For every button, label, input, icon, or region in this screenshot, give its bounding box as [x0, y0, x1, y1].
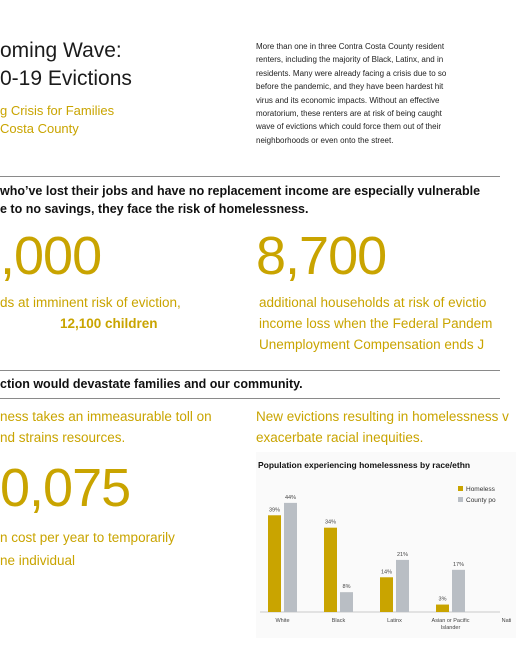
bar-homeless [436, 605, 449, 612]
intro-line: residents. Many were already facing a crisis due to so [256, 68, 447, 78]
data-label: 21% [396, 551, 409, 558]
cost-caption-2: ne individual [0, 553, 76, 568]
title-line-1: oming Wave: [0, 39, 122, 62]
bar-county-po [340, 592, 353, 612]
stat-right-line-3: Unemployment Compensation ends J [259, 337, 485, 352]
banner-1-line-2: e to no savings, they face the risk of homelessness. [0, 202, 309, 216]
intro-line: More than one in three Contra Costa County resident [256, 42, 445, 51]
chart-title: Population experiencing homelessness by race/ethn [258, 460, 471, 470]
lower-right-line-2: exacerbate racial inequities. [256, 430, 424, 445]
section-divider [0, 176, 500, 177]
subtitle-line-1: g Crisis for Families [0, 103, 115, 118]
data-label: 3% [438, 596, 447, 603]
intro-line: moratorium, these renters are at risk of being caught [256, 109, 442, 119]
legend-label: Homeless [466, 486, 495, 493]
stat-left-number: ,000 [0, 226, 102, 286]
data-label: 8% [342, 584, 351, 591]
homelessness-race-chart [256, 474, 512, 644]
legend-swatch [458, 486, 463, 491]
category-label: Nati [501, 618, 512, 624]
data-label: 14% [380, 569, 393, 576]
stat-left-line-1: ds at imminent risk of eviction, [0, 295, 181, 310]
stat-right-line-1: additional households at risk of evictio [259, 295, 487, 310]
section-divider [0, 398, 500, 399]
intro-paragraph [256, 40, 446, 147]
bar-homeless [324, 528, 337, 612]
banner-1-line-1: who’ve lost their jobs and have no replacement income are especially vulnerable [0, 184, 481, 198]
lower-left-line-1: ness takes an immeasurable toll on [0, 409, 212, 424]
subtitle-line-2: Costa County [0, 121, 79, 136]
section-divider [0, 370, 500, 371]
lower-left-line-2: nd strains resources. [0, 430, 126, 445]
category-label: Latinx [387, 618, 402, 624]
data-label: 39% [268, 507, 281, 514]
legend-label: County po [466, 497, 496, 504]
cost-caption-1: n cost per year to temporarily [0, 530, 175, 545]
bar-county-po [284, 503, 297, 612]
title-line-2: 0-19 Evictions [0, 67, 132, 90]
stat-left-line-2: 12,100 children [60, 316, 158, 331]
bar-county-po [452, 570, 465, 612]
data-label: 34% [324, 519, 337, 526]
category-label: White [275, 618, 290, 624]
category-label: Islander [440, 625, 461, 631]
banner-2-line-1: ction would devastate families and our community. [0, 377, 303, 391]
intro-line: renters, including the majority of Black, Latinx, and in [256, 55, 444, 65]
bar-homeless [268, 515, 281, 612]
bar-homeless [380, 577, 393, 612]
intro-line: virus and its economic impacts. Without an effective [256, 95, 440, 105]
data-label: 44% [284, 494, 297, 501]
stat-right-number: 8,700 [256, 226, 387, 286]
bar-county-po [396, 560, 409, 612]
intro-line: wave of evictions which could force them out of their [256, 122, 441, 132]
category-label: Black [331, 618, 346, 624]
cost-number: 0,075 [0, 458, 131, 518]
legend-swatch [458, 497, 463, 502]
intro-line: before the pandemic, and they have been hardest hit [256, 82, 444, 92]
category-label: Asian or Pacific [431, 618, 470, 624]
lower-right-line-1: New evictions resulting in homelessness v [256, 409, 509, 424]
data-label: 17% [452, 561, 465, 568]
stat-right-line-2: income loss when the Federal Pandem [259, 316, 493, 331]
intro-line: neighborhoods or even onto the street. [256, 135, 394, 145]
